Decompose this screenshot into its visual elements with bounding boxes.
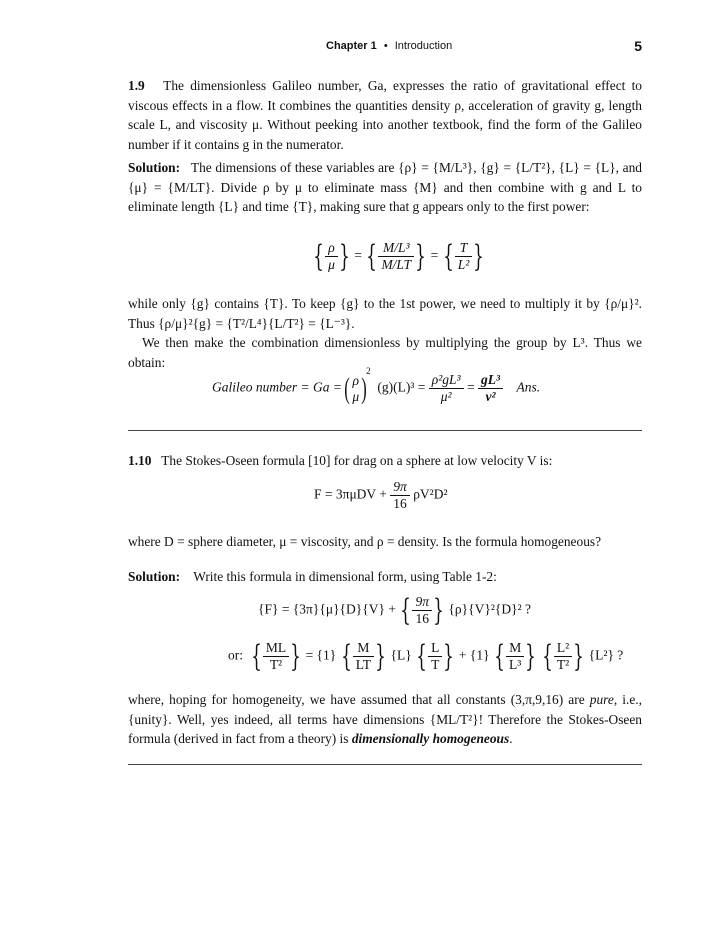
eq-num: L [428,640,442,657]
eq-den: 16 [415,611,429,626]
problem-1-9-text3: We then make the combination dimensionless by multiplying the group by L³. Thus we obtain: [128,335,642,370]
problem-1-10-statement [128,451,642,471]
eq-den: μ² [440,389,452,404]
eq-num: ρ²gL³ [429,372,464,389]
eq-den: T [431,657,440,672]
equation-dimensional-expanded: or: { $\frac{ML}{\text{T²}}$ } = {1} { $\frac{M}{LT}$ } {L} { $\frac{L}{T}$ } + {1} { $\frac{M}{\text{L³}}$ } { $\frac{\text{L²}}{\text{T²}}$ } {L²} ? [228,638,624,674]
problem-1-10-conclusion [128,690,642,749]
conclusion-emphasis: pure [589,692,614,707]
equation-galileo: Galileo number = Ga = ( ρ μ )$^2$ (g)(L)³ = $\frac{\text{ρ²gL³}}{\text{μ²}}$ = gL³ ν² Ans. [212,366,541,405]
eq-num: M [506,640,524,657]
page-header [326,40,642,58]
problem-1-9-text2: while only {g} contains {T}. To keep {g} to the 1st power, we need to multiply it by {ρ/μ}². Thus {ρ/μ}²{g} = {T²/L⁴}{L/T²} = {L⁻³}. [128,296,642,331]
problem-1-10-text2: where D = sphere diameter, μ = viscosity, and ρ = density. Is the formula homogeneous? [128,534,602,549]
conclusion-part1: where, hoping for homogeneity, we have assumed that all constants (3,π,9,16) are [128,692,590,707]
problem-1-9-solution [128,158,642,217]
eq-num: gL³ [478,372,503,389]
answer-label: Ans. [516,379,541,395]
eq-or: or: [228,647,243,663]
eq-rhs: ρV²D² [413,486,448,502]
section-label: Introduction [394,40,453,52]
eq-den: M/LT [381,257,412,272]
eq-den: T² [556,657,570,672]
problem-number: 1.9 [128,78,145,93]
solution-label: Solution: [128,569,181,584]
divider-rule [128,430,642,431]
eq-power: 2 [366,366,371,377]
chapter-label: Chapter 1 [326,40,377,52]
solution-text: The dimensions of these variables are {ρ} = {M/L³}, {g} = {L/T²}, {L} = {L}, and {μ} = {M/LT}. Divide ρ by μ to eliminate mass {M} and then combine with g and L to eliminate length {L} and time {T}, making sure that g appears only to the first power: [128,160,642,214]
problem-1-9-statement [128,76,642,154]
eq-middle: (g)(L)³ = [377,379,426,395]
equation-stokes-oseen [314,479,448,512]
problem-text: The Stokes-Oseen formula [10] for drag on a sphere at low velocity V is: [161,453,553,468]
problem-1-10-solution [128,567,642,587]
problem-text: The dimensionless Galileo number, Ga, expresses the ratio of gravitational effect to viscous effects in a flow. It combines the quantities density ρ, acceleration of gravity g, length scale L, and viscosity μ. Without peeking into another textbook, find the form of the Galileo number if it contains g in the numerator. [128,78,642,152]
eq-num: 9π [390,479,410,496]
eq-den: μ [352,388,360,404]
conclusion-end: . [509,731,513,746]
eq-num: T [455,240,473,257]
galileo-label: Galileo number = Ga = [212,379,342,395]
equation-dimensional: {F} = {3π}{μ}{D}{V} + { $\frac{9\pi}{16}$ } {ρ}{V}²{D}² ? [258,592,531,628]
eq-part: + {1} [458,647,490,663]
eq-num: L² [554,640,572,657]
eq-den: L³ [509,657,522,672]
eq-den: ν² [485,389,496,404]
eq-num: M [353,640,374,657]
conclusion-part2: , i.e., {unity}. Well, yes indeed, all terms have dimensions {ML/T²}! Therefore the Stokes-Oseen formula (derived in fact from a theory) is [128,692,642,746]
eq-num: ρ [352,372,359,388]
eq-den: 16 [393,496,407,511]
conclusion-emphasis-strong: dimensionally homogeneous [351,731,510,746]
eq-part: {L} [390,647,412,663]
eq-part: = {1} [305,647,337,663]
divider-rule [128,764,642,765]
eq-part: {L²} ? [588,647,624,663]
eq-lhs: F = 3πμDV + [314,486,387,502]
eq-num: ρ [325,240,338,257]
problem-number: 1.10 [128,453,152,468]
equation-rho-mu: { $\frac{\rho}{\mu}$ } = { $\frac{\text{M/L³}}{M/LT}$ } = { $\frac{T}{\text{L²}}$ } [313,238,485,274]
eq-rhs: {ρ}{V}²{D}² ? [448,601,531,617]
eq-den: LT [355,657,371,672]
eq-den: μ [328,257,335,272]
eq-num: ML [263,640,289,657]
bullet-separator: • [383,40,388,52]
solution-label: Solution: [128,160,181,175]
eq-num: M/L³ [378,240,414,257]
eq-den: T² [269,657,283,672]
eq-lhs: {F} = {3π}{μ}{D}{V} + [258,601,396,617]
solution-text: Write this formula in dimensional form, using Table 1-2: [193,569,497,584]
eq-num: 9π [412,594,432,611]
eq-den: L² [457,257,470,272]
page-number: 5 [634,38,642,54]
